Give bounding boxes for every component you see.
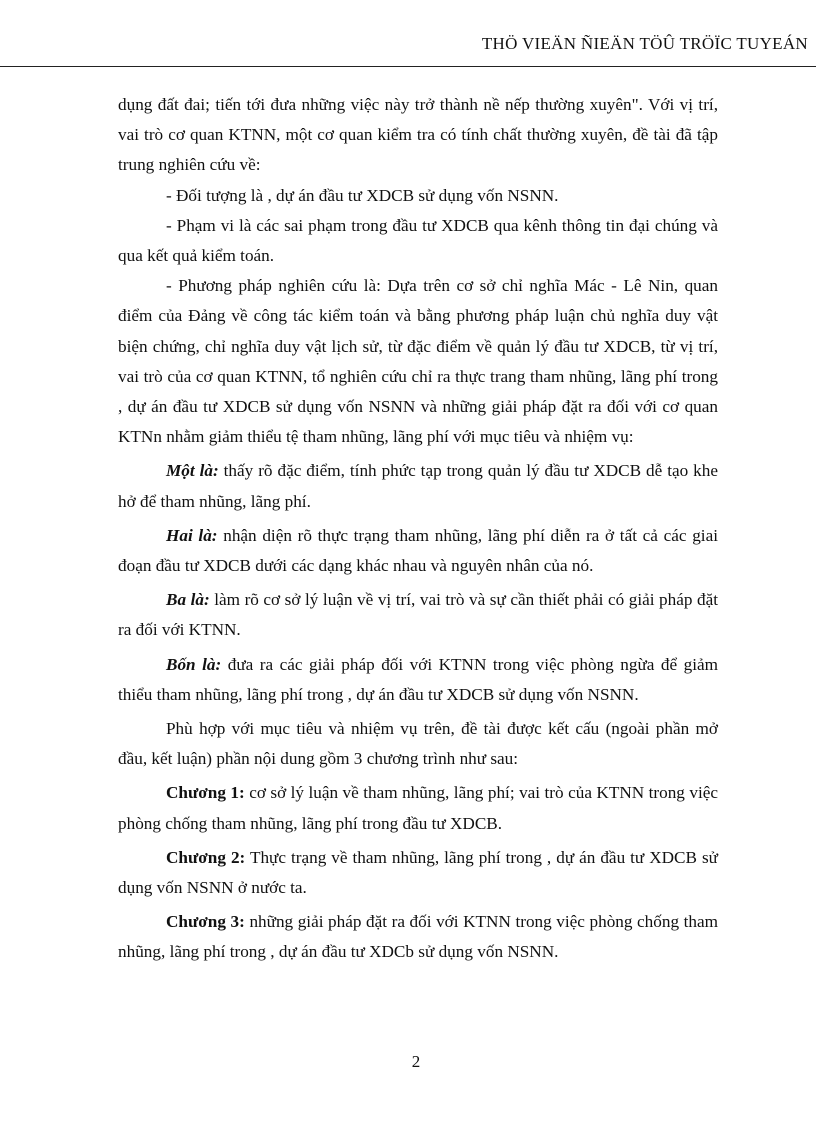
goal-four bbox=[118, 650, 718, 710]
paragraph-scope-intro: dụng đất đai; tiến tới đưa những việc này trở thành nề nếp thường xuyên". Với vị trí, vai trò cơ quan KTNN, một cơ quan kiểm tra có tính chất thường xuyên, đề tài đã tập trung nghiên cứu về: bbox=[118, 95, 718, 175]
chapter-one bbox=[118, 778, 718, 838]
document-body bbox=[118, 90, 718, 968]
page-header bbox=[0, 0, 816, 72]
header-divider bbox=[0, 66, 816, 67]
goal-one bbox=[118, 456, 718, 516]
goal-three-label: Ba là: bbox=[166, 590, 210, 610]
chapter-three bbox=[118, 907, 718, 967]
page-number: 2 bbox=[411, 1052, 421, 1071]
goal-two-label: Hai là: bbox=[166, 525, 218, 545]
chapter-one-label: Chương 1: bbox=[166, 783, 245, 803]
goal-one-label: Một là: bbox=[166, 461, 219, 481]
chapter-two-label: Chương 2: bbox=[166, 847, 246, 867]
chapter-one-text: cơ sở lý luận về tham nhũng, lãng phí; vai trò của KTNN trong việc phòng chống tham nhũng, lãng phí trong đầu tư XDCB. bbox=[118, 783, 718, 833]
chapter-three-label: Chương 3: bbox=[166, 912, 245, 932]
goal-two-text: nhận diện rõ thực trạng tham nhũng, lãng phí diễn ra ở tất cả các giai đoạn đầu tư XDCB dưới các dạng khác nhau và nguyên nhân của nó. bbox=[118, 525, 718, 576]
header-title: THÖ VIEÄN ÑIEÄN TÖÛ TRÖÏC TUYEÁN bbox=[481, 34, 808, 53]
paragraph-structure: Phù hợp với mục tiêu và nhiệm vụ trên, đề tài được kết cấu (ngoài phần mở đầu, kết luận) phần nội dung gồm 3 chương trình như sau: bbox=[118, 719, 718, 769]
chapter-three-text: những giải pháp đặt ra đối với KTNN trong việc phòng chống tham nhũng, lãng phí trong , dự án đầu tư XDCb sử dụng vốn NSNN. bbox=[118, 912, 718, 962]
paragraph-subject: - Đối tượng là , dự án đầu tư XDCB sử dụng vốn NSNN. bbox=[166, 185, 559, 205]
chapter-two bbox=[118, 843, 718, 903]
goal-two bbox=[118, 521, 718, 581]
goal-three-text: làm rõ cơ sở lý luận về vị trí, vai trò và sự cần thiết phải có giải pháp đặt ra đối với KTNN. bbox=[118, 590, 718, 640]
paragraph-range: - Phạm vi là các sai phạm trong đầu tư XDCB qua kênh thông tin đại chúng và qua kết quả kiểm toán. bbox=[118, 215, 718, 266]
goal-one-text: thấy rõ đặc điểm, tính phức tạp trong quản lý đầu tư XDCB dễ tạo khe hở để tham nhũng, lãng phí. bbox=[118, 461, 718, 511]
goal-four-label: Bốn là: bbox=[166, 654, 222, 674]
goal-three bbox=[118, 585, 718, 645]
goal-four-text: đưa ra các giải pháp đối với KTNN trong việc phòng ngừa để giảm thiểu tham nhũng, lãng phí trong , dự án đầu tư XDCB sử dụng vốn NSNN. bbox=[118, 654, 718, 704]
paragraph-method: - Phương pháp nghiên cứu là: Dựa trên cơ sở chỉ nghĩa Mác - Lê Nin, quan điểm của Đảng về công tác kiểm toán và bằng phương pháp luận chủ nghĩa duy vật biện chứng, chỉ nghĩa duy vật lịch sử, từ đặc điểm về quản lý đầu tư XDCB, từ vị trí, vai trò của cơ quan KTNN, tổ nghiên cứu chỉ ra thực trang tham nhũng, lãng phí trong , dự án đầu tư XDCB sử dụng vốn NSNN và những giải pháp đặt ra đối với cơ quan KTNn nhằm giảm thiểu tệ tham nhũng, lãng phí với mục tiêu và nhiệm vụ: bbox=[118, 276, 718, 447]
chapter-two-text: Thực trạng về tham nhũng, lãng phí trong , dự án đầu tư XDCB sử dụng vốn NSNN ở nước ta. bbox=[118, 847, 718, 898]
